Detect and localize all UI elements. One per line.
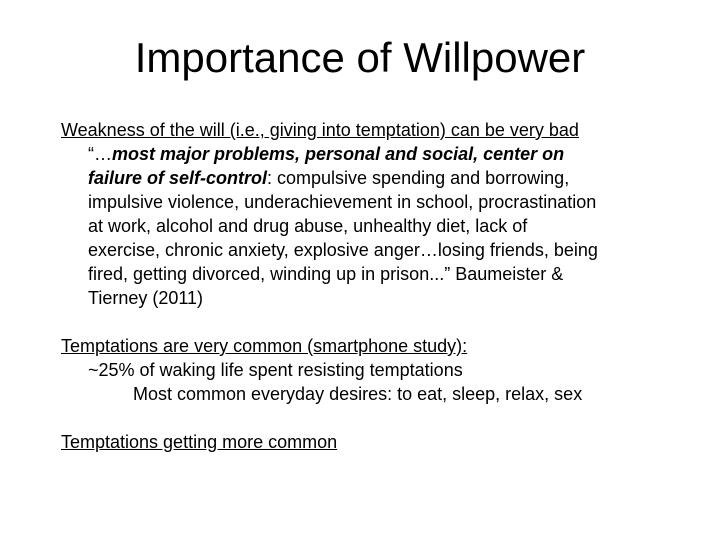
bullet-item-desires: Most common everyday desires: to eat, sleep, relax, sex xyxy=(133,384,583,404)
slide-body xyxy=(61,118,691,454)
section-heading-more-common: Temptations getting more common xyxy=(61,432,338,452)
quote-line-6: fired, getting divorced, winding up in prison...” Baumeister & xyxy=(88,264,564,284)
spacer xyxy=(61,310,691,334)
quote-line-7: Tierney (2011) xyxy=(88,288,204,308)
quote-open: “… xyxy=(88,144,112,164)
quote-line-2 xyxy=(61,166,691,190)
quote-emphasis-1: most major problems, personal and social, center on xyxy=(112,144,565,164)
slide-title: Importance of Willpower xyxy=(134,34,586,81)
spacer xyxy=(61,406,691,430)
section-heading-weakness: Weakness of the will (i.e., giving into temptation) can be very bad xyxy=(61,120,579,140)
bullet-item-resisting: ~25% of waking life spent resisting temptations xyxy=(88,360,463,380)
quote-emphasis-2: failure of self-control xyxy=(88,168,268,188)
quote-line-3: impulsive violence, underachievement in school, procrastination xyxy=(88,192,597,212)
quote-line-4: at work, alcohol and drug abuse, unhealthy diet, lack of xyxy=(88,216,528,236)
quote-line-5: exercise, chronic anxiety, explosive anger…losing friends, being xyxy=(88,240,598,260)
section-heading-common: Temptations are very common (smartphone study): xyxy=(61,336,468,356)
quote-line-1 xyxy=(61,142,691,166)
quote-text-2: : compulsive spending and borrowing, xyxy=(267,168,570,188)
